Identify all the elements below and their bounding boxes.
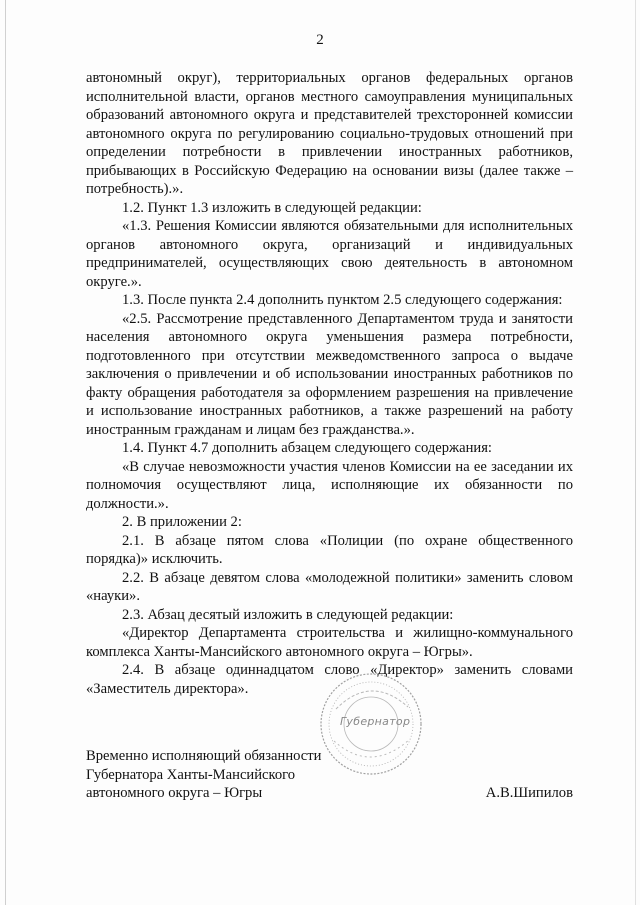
- page-number: 2: [316, 32, 324, 48]
- body-paragraph: 2. В приложении 2:: [122, 514, 242, 530]
- signatory-title-line: Губернатора Ханты-Мансийского: [86, 766, 296, 783]
- body-paragraph: 2.2. В абзаце девятом слова «молодежной политики» заменить словом «науки».: [86, 569, 573, 604]
- body-paragraph: 1.4. Пункт 4.7 дополнить абзацем следующего содержания:: [122, 440, 492, 456]
- signature-block: [86, 715, 573, 867]
- body-paragraph: «2.5. Рассмотрение представленного Департаментом труда и занятости населения автономного округа уменьшения размера потребности, подготовленного при отсутствии межведомственного запроса о выдаче заключения о привлечении и об использовании иностранных работников по факту обращения работодателя за оформлением разрешения на привлечение и использование иностранных работников, а также разрешений на работу иностранным гражданам и лицам без гражданства.».: [86, 310, 573, 438]
- signatory-title-line: Временно исполняющий обязанности: [86, 748, 322, 764]
- body-paragraph: 2.3. Абзац десятый изложить в следующей редакции:: [122, 606, 454, 623]
- round-seal-icon: [316, 669, 426, 779]
- signatory-title-line: автономного округа – Югры: [86, 785, 263, 801]
- body-paragraph: 2.4. В абзаце одиннадцатом слово «Директор» заменить словами «Заместитель директора».: [86, 662, 573, 697]
- document-body: [86, 69, 573, 698]
- body-paragraph: «1.3. Решения Комиссии являются обязательными для исполнительных органов автономного округа, организаций и индивидуальных предпринимателей, осуществляющих свою деятельность в автономном округе.».: [86, 218, 573, 290]
- signatory-name: А.В.Шипилов: [485, 785, 573, 801]
- signatory-title: [86, 747, 321, 803]
- body-paragraph: 1.2. Пункт 1.3 изложить в следующей редакции:: [122, 199, 422, 216]
- scan-edge-right: [635, 0, 636, 905]
- body-paragraph: 2.1. В абзаце пятом слова «Полиции (по охране общественного порядка)» исключить.: [86, 532, 573, 567]
- body-paragraph: «Директор Департамента строительства и жилищно-коммунального комплекса Ханты-Мансийского автономного округа – Югры».: [86, 625, 573, 660]
- body-paragraph: 1.3. После пункта 2.4 дополнить пунктом 2.5 следующего содержания:: [122, 292, 563, 308]
- scan-edge-left: [5, 0, 6, 905]
- seal-text: Губернатор: [340, 715, 411, 728]
- body-paragraph: «В случае невозможности участия членов Комиссии на ее заседании их полномочия осуществляют лица, исполняющие их обязанности по должности.».: [86, 458, 573, 512]
- body-paragraph: автономный округ), территориальных органов федеральных органов исполнительной власти, органов местного самоуправления муниципальных образований автономного округа и представителей трехсторонней комиссии автономного округа по регулированию социально-трудовых отношений при определении потребности в привлечении иностранных работников, прибывающих в Российскую Федерацию на основании визы (далее также – потребность).».: [86, 70, 573, 197]
